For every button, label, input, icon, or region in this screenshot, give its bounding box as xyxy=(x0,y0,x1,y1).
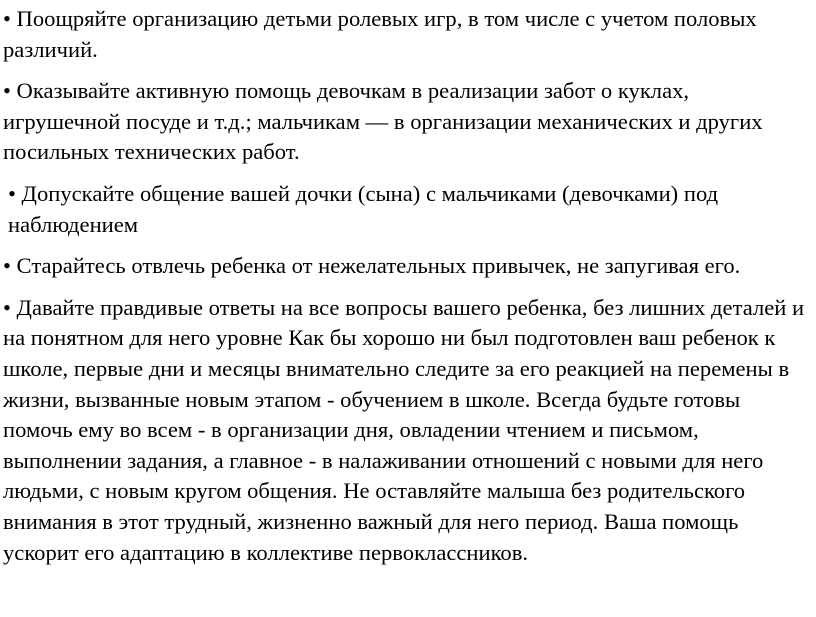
paragraph-bad-habits: • Старайтесь отвлечь ребенка от нежелательных привычек, не запугивая его. xyxy=(3,253,741,279)
paragraph-communication: • Допускайте общение вашей дочки (сына) с мальчиками (девочками) под наблюдением xyxy=(8,180,719,237)
paragraph-help-activities: • Оказывайте активную помощь девочкам в реализации забот о куклах, игрушечной посуде и т.д.; мальчикам — в организации механических и других посильных технических работ. xyxy=(3,78,763,165)
paragraph-role-play: • Поощряйте организацию детьми ролевых игр, в том числе с учетом половых различий. xyxy=(3,6,757,62)
paragraph-honest-answers: • Давайте правдивые ответы на все вопросы вашего ребенка, без лишних деталей и на понятном для него уровне Как бы хорошо ни был подготовлен ваш ребенок к школе, первые дни и месяцы внимательно следите за его реакцией на перемены в жизни, вызванные новым этапом - обучением в школе. Всегда будьте готовы помочь ему во всем - в организации дня, овладении чтением и письмом, выполнении задания, а главное - в налаживании отношений с новыми для него людьми, с новым кругом общения. Не оставляйте малыша без родительского внимания в этот трудный, жизненно важный для него период. Ваша помощь ускорит его адаптацию в коллективе первоклассников. xyxy=(3,294,805,565)
